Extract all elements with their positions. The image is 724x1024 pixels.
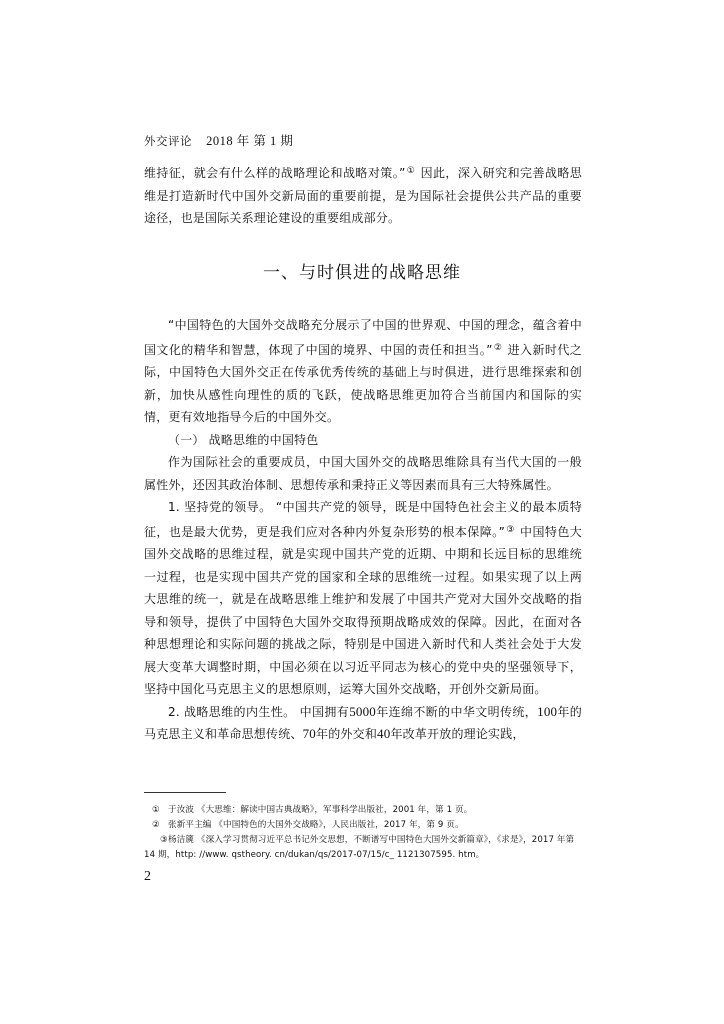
number-5000: 5000 — [349, 703, 377, 719]
footnotes — [144, 803, 582, 863]
intro-text-2: 因此，深入研究和完善战略思维是打造新时代中国外交新局面的重要前提，是为国际社会提供公共产品的重要途径，也是国际关系理论建设的重要组成部分。 — [144, 166, 582, 225]
paragraph-4-text-d: 年的外交和 — [316, 727, 378, 741]
page-number: 2 — [144, 869, 151, 884]
paragraph-3-text-2: 中国特色大国外交战略的思维过程，就是实现中国共产党的近期、中期和长远目标的思维统一过程，也是实现中国共产党的国家和全球的思维统一过程。如果实现了以上两大思维的统一，就是在战略思维上维护和发展了中国共产党对大国外交战略的指导和领导，提供了中国特色大国外交取得预期战略成效的保障。因此，在面对各种思想理论和实际问题的挑战之际，特别是中国进入新时代和人类社会处于大发展大变革大调整时期，中国必须在以习近平同志为核心的党中央的坚强领导下，坚持中国化马克思主义的思想原则，运筹大国外交战略，开创外交新局面。 — [144, 524, 582, 696]
number-100: 100 — [537, 703, 558, 719]
intro-text: 维持征，就会有什么样的战略理论和战略对策。” — [144, 166, 406, 180]
footnote-1 — [144, 803, 582, 818]
paragraph-1 — [144, 314, 582, 429]
paragraph-3-lead: 1. 坚持党的领导。 — [168, 500, 272, 514]
main-body — [144, 314, 582, 746]
footnote-text: 张新平主编 《中国特色的大国外交战略》，人民出版社，2017 年，第 9 页。 — [168, 820, 464, 830]
running-header — [144, 131, 293, 149]
footnote-mark: ① — [152, 805, 160, 815]
footnote-ref-3[interactable]: ③ — [506, 524, 515, 535]
subsection-title: （一） 战略思维的中国特色 — [168, 432, 319, 447]
paragraph-3 — [144, 496, 582, 701]
footnote-text: 杨洁篪 《深入学习贯彻习近平总书记外交思想，不断谱写中国特色大国外交新篇章》，《求是》，2017 年第 14 期，http: //www. qstheory. cn/dukan/qs/2017-07/15/c_ 1121307595. htm。 — [144, 835, 575, 860]
footnote-text: 于汝波 《大思维：解读中国古典战略》，军事科学出版社，2001 年，第 1 页。 — [168, 805, 473, 815]
number-70: 70 — [302, 726, 317, 741]
section-title: 一、与时俱进的战略思维 — [263, 263, 461, 283]
footnote-ref-1[interactable]: ① — [406, 166, 416, 176]
footnote-2 — [144, 818, 582, 833]
paragraph-4-text-b: 年连绵不断的中华文明传统， — [376, 704, 538, 719]
paragraph-1-text: “中国特色的大国外交战略充分展示了中国的世界观、中国的理念，蕴含着中国文化的精华和智慧，体现了中国的境界、中国的责任和担当。” — [144, 318, 582, 357]
footnote-mark: ③ — [160, 835, 168, 845]
paragraph-4-text-a: 中国拥有 — [299, 704, 350, 719]
footnote-3 — [144, 833, 582, 863]
footnote-ref-2[interactable]: ② — [493, 342, 503, 353]
paragraph-4 — [144, 701, 582, 746]
paragraph-4-text-e: 年改革开放的理论实践， — [390, 727, 525, 741]
year-issue: 2018 年 第 1 期 — [206, 134, 294, 148]
paragraph-2: 作为国际社会的重要成员，中国大国外交的战略思维除具有当代大国的一般属性外，还因其政治体制、思想传承和秉持正义等因素而具有三大特殊属性。 — [144, 455, 582, 492]
paragraph-4-lead: 2. 战略思维的内生性。 — [168, 704, 296, 719]
footnote-mark: ② — [152, 820, 160, 830]
paragraph-4-text-c: 年的马克思主义和革命思想传统、 — [144, 704, 583, 741]
intro-block — [144, 160, 582, 230]
paragraph-1-text-2: 进入新时代之际，中国特色大国外交正在传承优秀传统的基础上与时俱进，进行思维探索和创新，加快从感性向理性的质的飞跃，使战略思维更加符合当前国内和国际的实情，更有效地指导今后的中国外交。 — [144, 342, 582, 424]
journal-name: 外交评论 — [144, 134, 192, 148]
intro-paragraph — [144, 160, 582, 230]
number-40: 40 — [377, 726, 391, 741]
footnote-divider — [144, 792, 226, 793]
paragraph-3-text: “中国共产党的领导，既是中国特色社会主义的最本质特征，也是最大优势，更是我们应对各种内外复杂形势的根本保障。” — [144, 500, 583, 539]
